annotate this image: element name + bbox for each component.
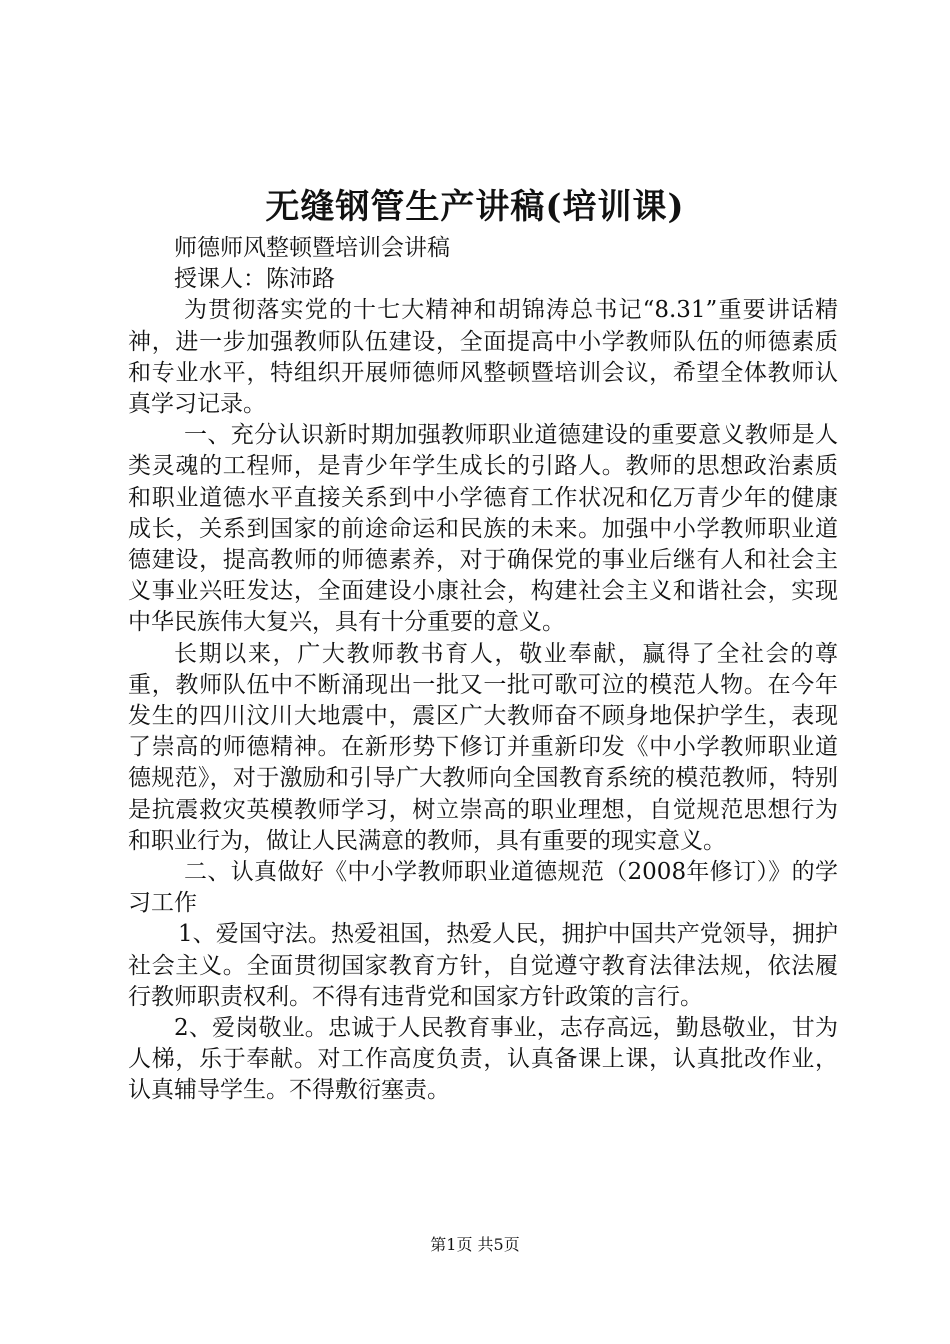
paragraph-item-two: 2、爱岗敬业。忠诚于人民教育事业，志存高远，勤恳敬业，甘为人梯，乐于奉献。对工作高度负责，认真备课上课，认真批改作业，认真辅导学生。不得敷衍塞责。 — [128, 1015, 838, 1104]
paragraph-long-term: 长期以来，广大教师教书育人，敬业奉献，赢得了全社会的尊重，教师队伍中不断涌现出一批又一批可歌可泣的模范人物。在今年发生的四川汶川大地震中，震区广大教师奋不顾身地保护学生，表现了崇高的师德精神。在新形势下修订并重新印发《中小学教师职业道德规范》，对于激励和引导广大教师向全国教育系统的模范教师，特别是抗震救灾英模教师学习，树立崇高的职业理想，自觉规范思想行为和职业行为，做让人民满意的教师，具有重要的现实意义。 — [128, 640, 838, 854]
subtitle-line: 师德师风整顿暨培训会讲稿 — [174, 235, 450, 261]
paragraph-section-one: 一、充分认识新时期加强教师职业道德建设的重要意义教师是人类灵魂的工程师，是青少年学生成长的引路人。教师的思想政治素质和职业道德水平直接关系到中小学德育工作状况和亿万青少年的健康成长，关系到国家的前途命运和民族的未来。加强中小学教师职业道德建设，提高教师的师德素养，对于确保党的事业后继有人和社会主义事业兴旺发达，全面建设小康社会，构建社会主义和谐社会，实现中华民族伟大复兴，具有十分重要的意义。 — [128, 422, 838, 636]
paragraph-item-one: 1、爱国守法。热爱祖国，热爱人民，拥护中国共产党领导，拥护社会主义。全面贯彻国家教育方针，自觉遵守教育法律法规，依法履行教师职责权利。不得有违背党和国家方针政策的言行。 — [128, 921, 838, 1010]
page-number-footer: 第1页 共5页 — [430, 1235, 520, 1254]
lecturer-line: 授课人：陈沛路 — [174, 266, 335, 293]
document-title: 无缝钢管生产讲稿(培训课) — [265, 187, 685, 227]
paragraph-intro: 为贯彻落实党的十七大精神和胡锦涛总书记“8.31”重要讲话精神，进一步加强教师队伍建设，全面提高中小学教师队伍的师德素质和专业水平，特组织开展师德师风整顿暨培训会议，希望全体教师认真学习记录。 — [128, 297, 838, 418]
document-body — [128, 233, 838, 1107]
paragraph-section-two: 二、认真做好《中小学教师职业道德规范（2008年修订）》的学习工作 — [128, 859, 838, 917]
